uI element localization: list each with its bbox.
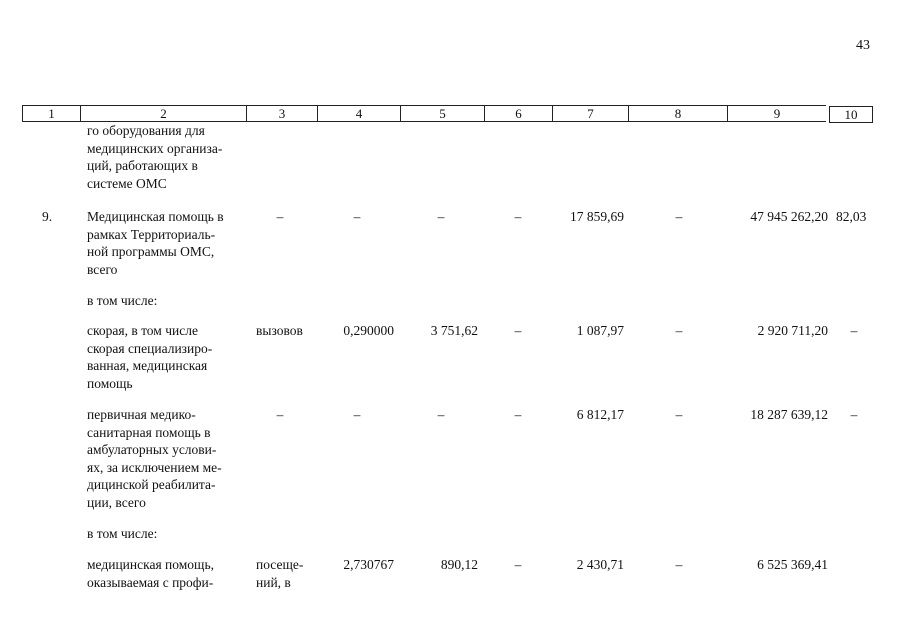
cell-unit: вызовов xyxy=(256,323,303,338)
cell-cost: – xyxy=(437,407,445,422)
header-col-9: 9 xyxy=(727,105,826,122)
row-number: 9. xyxy=(42,209,53,224)
cell-norm: – xyxy=(353,407,361,422)
row-description: Медицинская помощь в рамках Территориаль- ной программы ОМС, всего xyxy=(87,209,224,277)
header-col-6: 6 xyxy=(484,105,552,122)
header-col-4: 4 xyxy=(317,105,400,122)
cell-per-capita: 6 812,17 xyxy=(576,407,624,422)
cell-cost: 890,12 xyxy=(440,557,478,572)
cell-col6: – xyxy=(514,209,522,224)
row-description: первичная медико- санитарная помощь в амбулаторных услови- ях, за исключением ме- дицинской реабилита- ции, всего xyxy=(87,407,222,510)
cell-cost: – xyxy=(437,209,445,224)
cell-col6: – xyxy=(514,323,522,338)
cell-per-capita: 17 859,69 xyxy=(570,209,624,224)
subheading-including: в том числе: xyxy=(87,293,158,308)
header-col-10: 10 xyxy=(829,106,873,123)
cell-unit: – xyxy=(276,407,284,422)
cell-norm: 0,290000 xyxy=(343,323,394,338)
cell-col6: – xyxy=(514,557,522,572)
cell-col8: – xyxy=(675,407,683,422)
header-col-7: 7 xyxy=(552,105,628,122)
cell-total: 6 525 369,41 xyxy=(757,557,828,572)
cell-col6: – xyxy=(514,407,522,422)
cell-percent: 82,03 xyxy=(836,209,867,224)
subheading-including: в том числе: xyxy=(87,526,158,541)
cell-col8: – xyxy=(675,209,683,224)
header-col-1: 1 xyxy=(22,105,80,122)
cell-percent: – xyxy=(850,323,858,338)
cell-total: 47 945 262,20 xyxy=(750,209,828,224)
cell-col8: – xyxy=(675,557,683,572)
cell-per-capita: 2 430,71 xyxy=(576,557,624,572)
header-col-8: 8 xyxy=(628,105,727,122)
cell-norm: – xyxy=(353,209,361,224)
row-description: го оборудования для медицинских организа- ций, работающих в системе ОМС xyxy=(87,123,223,191)
page-number: 43 xyxy=(856,38,870,53)
cell-col8: – xyxy=(675,323,683,338)
cell-per-capita: 1 087,97 xyxy=(576,323,624,338)
cell-percent: – xyxy=(850,407,858,422)
header-col-5: 5 xyxy=(400,105,484,122)
cell-total: 2 920 711,20 xyxy=(757,323,828,338)
header-col-2: 2 xyxy=(80,105,246,122)
cell-cost: 3 751,62 xyxy=(430,323,478,338)
cell-norm: 2,730767 xyxy=(343,557,394,572)
cell-total: 18 287 639,12 xyxy=(750,407,828,422)
row-description: медицинская помощь, оказываемая с профи- xyxy=(87,557,214,590)
row-description: скорая, в том числе скорая специализиро- ванная, медицинская помощь xyxy=(87,323,213,391)
header-col-3: 3 xyxy=(246,105,317,122)
cell-unit: посеще- ний, в xyxy=(256,557,304,590)
cell-unit: – xyxy=(276,209,284,224)
